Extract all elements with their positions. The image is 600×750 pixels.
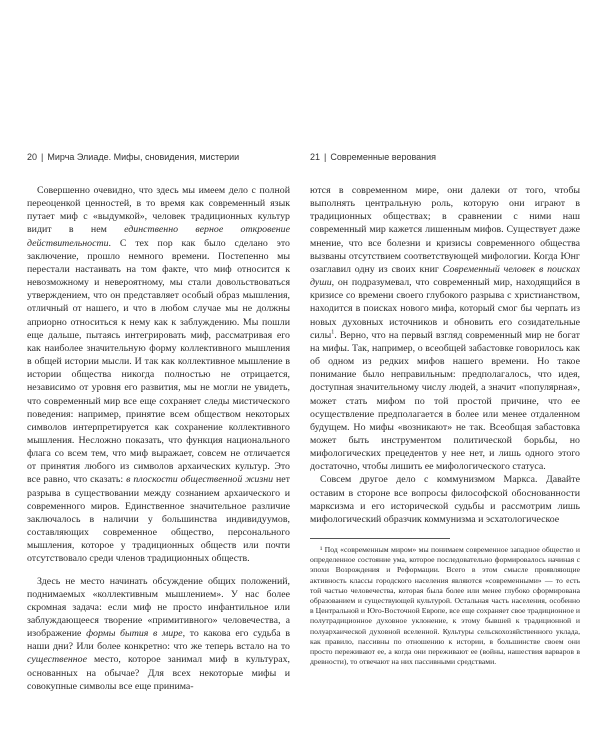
body-text-right: [310, 184, 580, 526]
running-header-right: [310, 150, 580, 164]
running-title: Мирча Элиаде. Мифы, сновидения, мистерии: [47, 152, 240, 162]
footnote-marker: 1: [331, 329, 335, 336]
paragraph: Здесь не место начинать обсуждение общих положений, поднимаемых «коллективным мышлением». У нас более скромная задача: если миф не просто инфантильное или заблуждающееся творение «примитивного» человечества, а изображение формы бытия в мире, то какова его судьба в наши дни? Или более конкретно: что же теперь встало на то существенное место, которое занимал миф в культурах, основанных на обычае? Для всех некоторые мифы и совокупные символы все еще принима-: [27, 575, 290, 692]
header-separator: |: [324, 152, 327, 162]
body-text-left: [27, 184, 290, 693]
running-title: Современные верования: [330, 152, 437, 162]
page-number: 20: [27, 152, 38, 162]
footnote-divider: [310, 538, 450, 539]
right-page: [300, 0, 600, 750]
page-number: 21: [310, 152, 321, 162]
header-separator: |: [41, 152, 44, 162]
paragraph: Совсем другое дело с коммунизмом Маркса. Давайте оставим в стороне все вопросы философской обоснованности марксизма и его исторической судьбы и рассмотрим лишь мифологический образчик коммунизма и эсхатологическое: [310, 474, 580, 525]
footnote: ¹ Под «современным миром» мы понимаем современное западное общество и определенное состояние ума, которое последовательно формировалось начиная с эпохи Возрождения и Реформации. Всего в этом смысле проявляющие активность классы городского населения являются «современными» — то есть той частью человечества, которая была более или менее глубоко сформирована образованием и существующей культурой. Остальная часть населения, особенно в Центральной и Юго-Восточной Европе, все еще сохраняет свое традиционное и полутрадиционное духовное уклонение, к этому бывшей к традиционной и полуархаической духовной вселенной. Культуры сельскохозяйственного уклада, как правило, пассивны по отношению к истории, в большинстве своем они просто переживают ее, а когда они переживают ее (войны, нашествия варваров в древности), то отвечают на них пассивными средствами.: [310, 545, 580, 667]
running-header-left: [27, 150, 290, 164]
paragraph: ются в современном мире, они далеки от того, чтобы выполнять центральную роль, которую они играют в традиционных обществах; в сравнении с ними наш современный мир кажется лишенным мифов. Существует даже мнение, что все болезни и кризисы современного общества вызваны отсутствием соответствующей мифологии. Когда Юнг озаглавил одну из своих книг Современный человек в поисках души, он подразумевал, что современный мир, находящийся в кризисе со времени своего глубокого разрыва с христианством, находится в поисках нового мифа, который смог бы черпать из новых духовных источников и обновить его созидательные силы$^1$. Верно, что на первый взгляд современный мир не богат на мифы. Так, например, о всеобщей забастовке говорилось как об одном из редких мифов нашего времени. Но такое понимание было неправильным: предполагалось, что идея, доступная значительному числу людей, а значит «популярная», может стать мифом по той простой причине, что ее осуществление предполагается в более или менее отдаленном будущем. Но мифы «возникают» не так. Всеобщая забастовка может быть инструментом политической борьбы, но мифологических прецедентов у нее нет, и лишь одного этого достаточно, чтобы лишить ее мифологического статуса.: [310, 185, 580, 473]
paragraph: Совершенно очевидно, что здесь мы имеем дело с полной переоценкой ценностей, в то время как современный язык путает миф с «выдумкой», человек традиционных культур видит в нем единственно верное откровение действительности. С тех пор как было сделано это заключение, прошло немного времени. Постепенно мы перестали настаивать на том факте, что миф относится к невозможному и невероятному, мы стали довольствоваться утверждением, что он представляет особый образ мышления, отличный от нашего, и что в любом случае мы не должны априорно относиться к нему как к заблуждению. Мы пошли еще дальше, пытаясь интегрировать миф, рассматривая его как наиболее значительную форму коллективного мышления в общей истории мысли. И так как коллективное мышление в истории общества никогда полностью не отрицается, независимо от уровня его развития, мы не могли не увидеть, что современный мир все еще сохраняет следы мистического поведения: например, принятие всем обществом некоторых символов интерпретируется как сохранение коллективного мышления. Несложно показать, что функция национального флага со всем тем, что миф выражает, совсем не отличается от принятия любого из символов архаических культур. Это все равно, что сказать: в плоскости общественной жизни нет разрыва в существовании между сознанием архаического и современного миров. Единственное значительное различие заключалось в наличии у большинства индивидуумов, составляющих современное общество, персонального мышления, которое у традиционных обществ или почти отсутствовало среди членов традиционных обществ.: [27, 185, 290, 565]
